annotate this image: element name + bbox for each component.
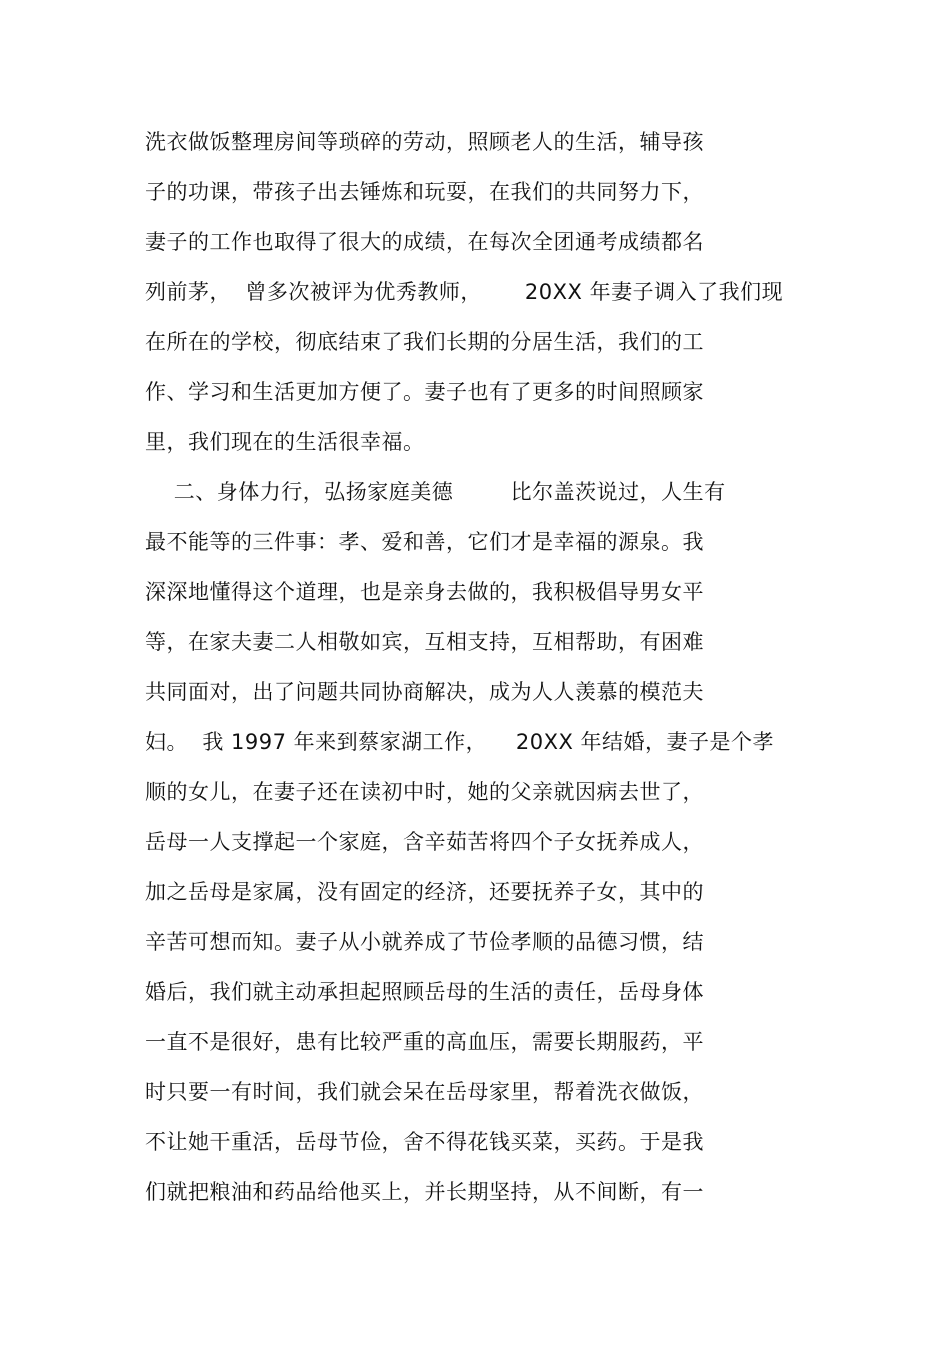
text-line: 最不能等的三件事：孝、爱和善，它们才是幸福的源泉。我 [145,530,704,554]
text-line: 妻子的工作也取得了很大的成绩，在每次全团通考成绩都名 [145,230,704,254]
text-line: 列前茅， 曾多次被评为优秀教师， 20XX 年妻子调入了我们现 [145,280,784,304]
text-line: 子的功课，带孩子出去锤炼和玩耍，在我们的共同努力下， [145,180,704,204]
text-line: 等，在家夫妻二人相敬如宾，互相支持，互相帮助，有困难 [145,630,704,654]
text-line: 辛苦可想而知。妻子从小就养成了节俭孝顺的品德习惯，结 [145,930,704,954]
text-line: 不让她干重活，岳母节俭，舍不得花钱买菜，买药。于是我 [145,1130,704,1154]
text-line: 妇。 我 1997 年来到蔡家湖工作， 20XX 年结婚，妻子是个孝 [145,730,775,754]
text-line: 们就把粮油和药品给他买上，并长期坚持，从不间断，有一 [145,1180,704,1204]
text-line: 婚后，我们就主动承担起照顾岳母的生活的责任，岳母身体 [145,980,704,1004]
text-line: 深深地懂得这个道理，也是亲身去做的，我积极倡导男女平 [145,580,704,604]
section-heading-line: 二、身体力行，弘扬家庭美德 比尔盖茨说过，人生有 [145,480,726,504]
text-line: 时只要一有时间，我们就会呆在岳母家里，帮着洗衣做饭， [145,1080,704,1104]
text-line: 洗衣做饭整理房间等琐碎的劳动，照顾老人的生活，辅导孩 [145,130,704,154]
text-line: 一直不是很好，患有比较严重的高血压，需要长期服药，平 [145,1030,704,1054]
body-text [145,122,805,1222]
text-line: 顺的女儿，在妻子还在读初中时，她的父亲就因病去世了， [145,780,704,804]
text-line: 共同面对，出了问题共同协商解决，成为人人羡慕的模范夫 [145,680,704,704]
text-line: 作、学习和生活更加方便了。妻子也有了更多的时间照顾家 [145,380,704,404]
text-line: 加之岳母是家属，没有固定的经济，还要抚养子女，其中的 [145,880,704,904]
text-line: 里，我们现在的生活很幸福。 [145,430,425,454]
text-line: 在所在的学校，彻底结束了我们长期的分居生活，我们的工 [145,330,704,354]
text-line: 岳母一人支撑起一个家庭，含辛茹苦将四个子女抚养成人， [145,830,704,854]
